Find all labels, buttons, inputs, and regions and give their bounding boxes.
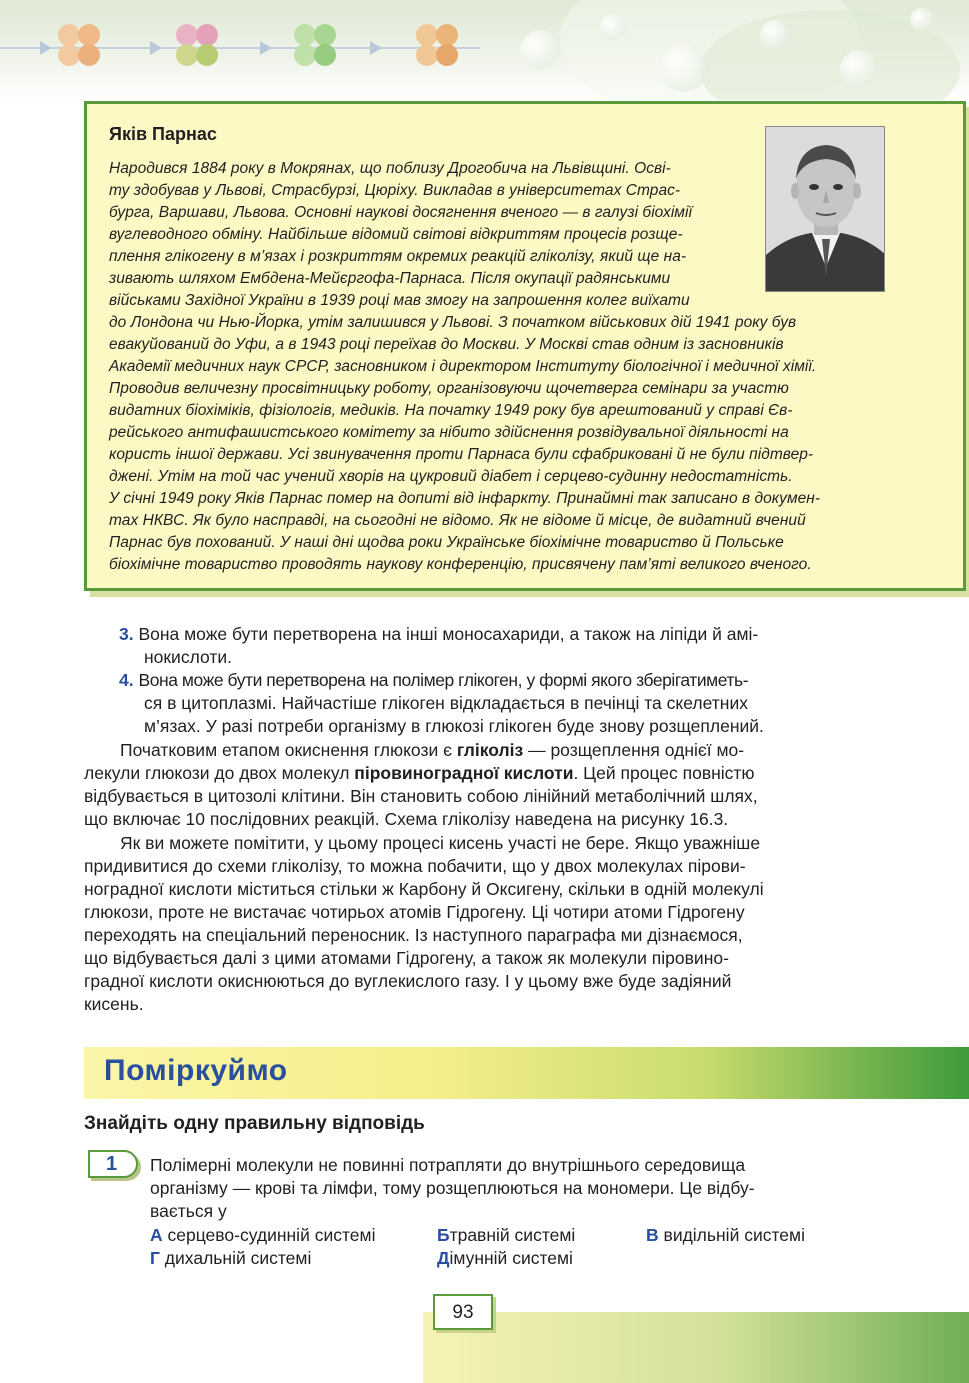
bio-text-line: зивають шляхом Ембдена-Мейєргофа-Парнаса. Після окупації радянськими <box>109 270 671 287</box>
option-letter: А <box>150 1225 163 1245</box>
question-text-line: вається у <box>150 1201 227 1221</box>
list-item-4 <box>119 669 748 692</box>
paragraph-line: ноградної кислоти міститься стільки ж Карбону й Оксигену, скільки в одній молекулі <box>84 879 764 899</box>
option-letter: В <box>646 1225 659 1245</box>
term-pyruvic-acid: піровиноградної кислоти <box>354 763 574 783</box>
answer-option-g[interactable] <box>150 1247 311 1270</box>
list-number: 4. <box>119 670 134 690</box>
text-run: . Цей процес повністю <box>573 763 755 783</box>
section-header-bar <box>84 1047 969 1099</box>
water-drop <box>910 8 934 32</box>
bio-text-line: ту здобував у Львові, Страсбурзі, Цюріху. Викладав в університетах Страс- <box>109 182 681 199</box>
paragraph-line: відбувається в цитозолі клітини. Він становить собою лінійний метаболічний шлях, <box>84 786 758 806</box>
text-run: — розщеплення однієї мо- <box>523 740 745 760</box>
clover-icon <box>176 24 220 68</box>
list-item-3-cont: нокислоти. <box>144 647 232 667</box>
water-drop <box>760 20 790 50</box>
bio-text-line: плення глікогену в м’язах і розкриттям окремих реакцій гліколізу, який ще на- <box>109 248 687 265</box>
bio-text-line: тах НКВС. Як було насправді, на сьогодні не відомо. Як не відоме й місце, де видатний вчений <box>109 512 806 529</box>
question-text-line: організму — крові та лімфи, тому розщеплюються на мономери. Це відбу- <box>150 1178 755 1198</box>
list-item-4-cont: ся в цитоплазмі. Найчастіше глікоген відкладається в печінці та скелетних <box>144 693 748 713</box>
bio-text-line: Академії медичних наук СРСР, засновником і директором Інституту біологічної і медичної хімії. <box>109 358 817 375</box>
option-text: серцево-судинній системі <box>167 1225 376 1245</box>
arrow-head-icon <box>370 41 382 55</box>
option-letter: Г <box>150 1248 160 1268</box>
water-drop <box>840 50 878 88</box>
bio-text-line: до Лондона чи Нью-Йорка, утім залишився у Львові. З початком військових дій 1941 року був <box>109 314 797 331</box>
paragraph-line: що відбувається далі з цими атомами Гідрогену, а також як молекули піровино- <box>84 948 729 968</box>
arrow-head-icon <box>260 41 272 55</box>
arrow-head-icon <box>40 41 52 55</box>
answer-option-v[interactable] <box>646 1224 805 1247</box>
water-drop <box>520 30 560 70</box>
bio-text-line: Проводив величезну просвітницьку роботу, організовуючи щочетверга семінари за участю <box>109 380 789 397</box>
paragraph-line <box>84 762 755 785</box>
page-number: 93 <box>452 1302 474 1323</box>
bio-text-line: видатних біохіміків, фізіологів, медиків. На початку 1949 року був арештований у справі Єв- <box>109 402 793 419</box>
text-run: лекули глюкози до двох молекул <box>84 763 355 783</box>
answer-option-d[interactable] <box>437 1247 573 1270</box>
option-text: видільній системі <box>663 1225 805 1245</box>
question-number: 1 <box>106 1153 118 1175</box>
bio-text-line: вуглеводного обміну. Найбільше відомий світові відкриттям процесів розще- <box>109 226 683 243</box>
paragraph-line <box>120 739 744 762</box>
water-drop <box>600 14 626 40</box>
list-number: 3. <box>119 624 134 644</box>
bio-text-line: військами Західної України в 1939 році мав змогу на запрошення колег виїхати <box>109 292 690 309</box>
answer-option-b[interactable] <box>437 1224 575 1247</box>
bio-text-line: бурга, Варшави, Львова. Основні наукові досягнення вченого — в галузі біохімії <box>109 204 692 221</box>
term-glycolysis: гліколіз <box>456 740 524 760</box>
bio-text-line: евакуйований до Уфи, а в 1943 році переїхав до Москви. У Москві став одним із засновників <box>109 336 784 353</box>
bio-title: Яків Парнас <box>109 124 217 144</box>
question-text-line: Полімерні молекули не повинні потрапляти до внутрішнього середовища <box>150 1155 746 1175</box>
bio-text-line: користь іншої держави. Усі звинувачення проти Парнаса були сфабриковані й не були підтвер- <box>109 446 814 463</box>
page-number-box <box>433 1294 493 1330</box>
option-letter: Д <box>437 1248 450 1268</box>
bio-text-line: рейського антифашистського комітету за нібито здійснення розвідувальної діяльності на <box>109 424 789 441</box>
paragraph-line: кисень. <box>84 994 144 1014</box>
bio-text-line: джені. Утім на той час учений хворів на цукровий діабет і серцево-судинну недостатність. <box>109 468 793 485</box>
paragraph-line: що включає 10 послідовних реакцій. Схема гліколізу наведена на рисунку 16.3. <box>84 809 729 829</box>
section-title: Поміркуймо <box>104 1054 288 1087</box>
portrait-photo <box>765 126 885 292</box>
list-item-3 <box>119 623 758 646</box>
text-run: Початковим етапом окиснення глюкози є <box>120 740 457 760</box>
portrait-illustration <box>766 127 885 292</box>
list-item-4-cont: м’язах. У разі потреби організму в глюкозі глікоген буде знову розщеплений. <box>144 716 764 736</box>
option-letter: Б <box>437 1225 450 1245</box>
list-text: Вона може бути перетворена на інші моносахариди, а також на ліпіди й амі- <box>138 624 759 644</box>
option-text: травній системі <box>449 1225 576 1245</box>
paragraph-line: придивитися до схеми гліколізу, то можна побачити, що у двох молекулах пірови- <box>84 856 746 876</box>
paragraph-line: Як ви можете помітити, у цьому процесі кисень участі не бере. Якщо уважніше <box>120 833 761 853</box>
paragraph-line: градної кислоти окиснюються до вуглекислого газу. І у цьому вже буде задіяний <box>84 971 732 991</box>
paragraph-line: переходять на спеціальний переносник. Із наступного параграфа ми дізнаємося, <box>84 925 743 945</box>
top-decorative-banner <box>0 0 969 100</box>
clover-icon <box>416 24 460 68</box>
biography-box <box>84 101 966 591</box>
bio-text-line: У січні 1949 року Яків Парнас помер на допиті від інфаркту. Принаймні так записано в докумен- <box>109 490 821 507</box>
task-subheading: Знайдіть одну правильну відповідь <box>84 1113 425 1134</box>
clover-icon <box>294 24 338 68</box>
option-text: дихальній системі <box>164 1248 312 1268</box>
water-drop <box>660 44 708 92</box>
bio-text-line: біохімічне товариство проводять наукову конференцію, присвячену пам’яті великого вченого. <box>109 556 812 573</box>
footer-band <box>423 1312 969 1383</box>
bio-text-line: Парнас був похований. У наші дні щодва роки Українське біохімічне товариство й Польське <box>109 534 784 551</box>
question-number-badge <box>88 1150 138 1178</box>
list-text: Вона може бути перетворена на полімер глікоген, у формі якого зберігатиметь- <box>138 670 749 690</box>
answer-option-a[interactable] <box>150 1224 375 1247</box>
bio-text-line: Народився 1884 року в Мокрянах, що поблизу Дрогобича на Львівщині. Осві- <box>109 160 671 177</box>
option-text: імунній системі <box>449 1248 573 1268</box>
paragraph-line: глюкози, проте не вистачає чотирьох атомів Гідрогену. Ці чотири атоми Гідрогену <box>84 902 745 922</box>
arrow-head-icon <box>150 41 162 55</box>
clover-icon <box>58 24 102 68</box>
